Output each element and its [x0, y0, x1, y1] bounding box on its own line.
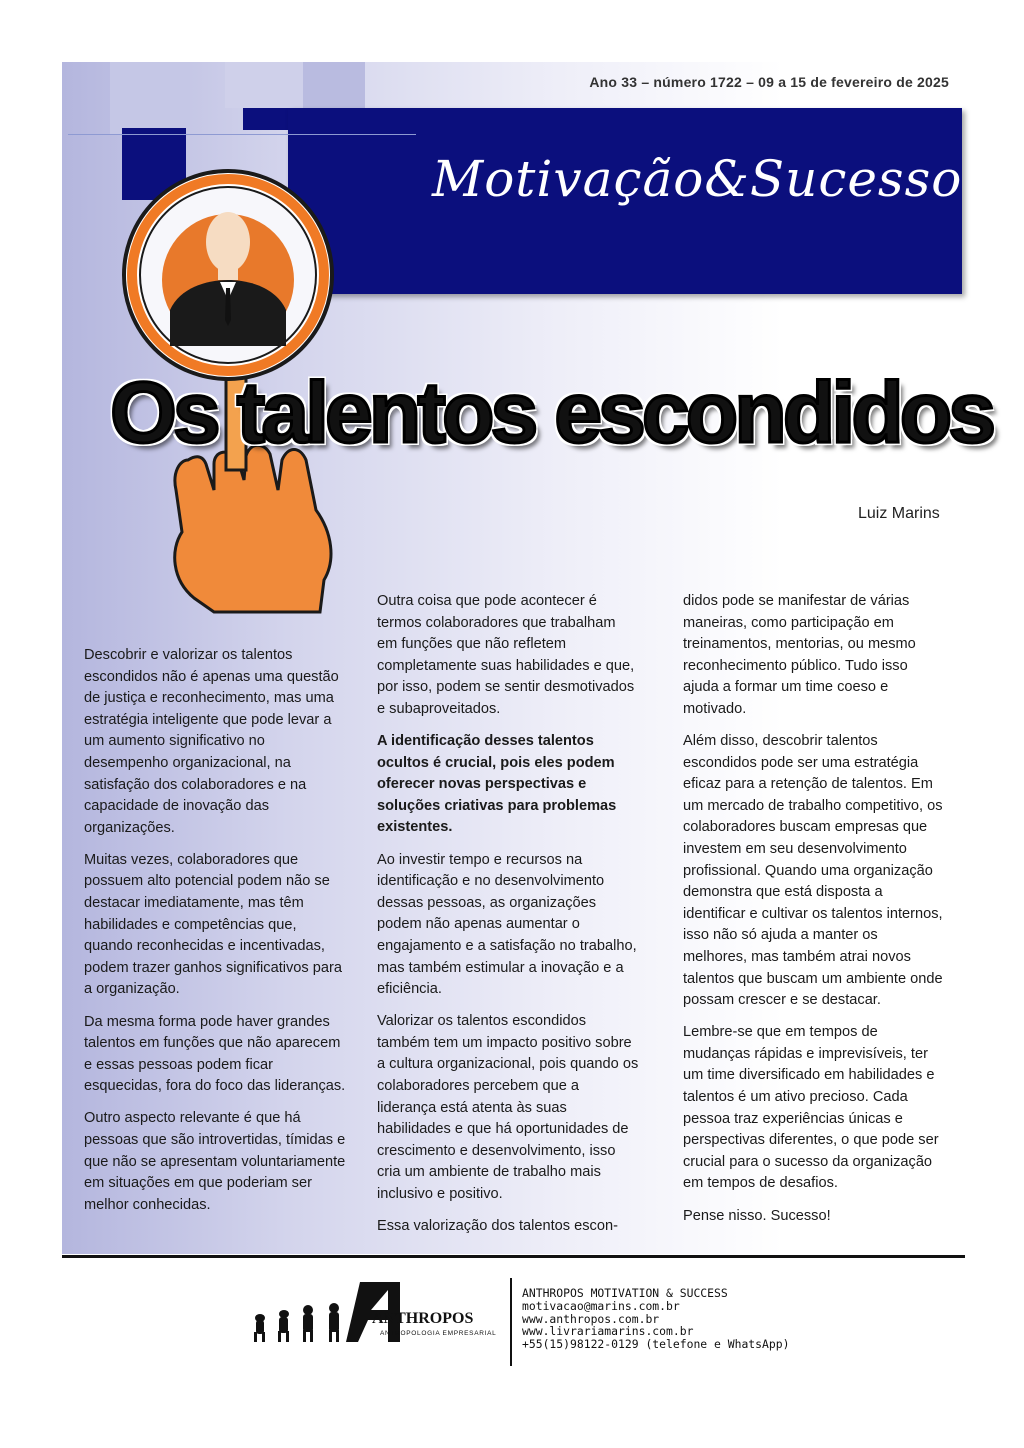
phone-number: +55(15)98122-0129 (telefone e WhatsApp) [522, 1337, 790, 1352]
article-author: Luiz Marins [858, 505, 940, 522]
paragraph: Da mesma forma pode haver grandes talentos em funções que não aparecem e essas pessoas podem ficar esquecidas, fora do foco das lideranças. [84, 1013, 346, 1095]
footer-divider [510, 1278, 512, 1366]
paragraph: Valorizar os talentos escondidos também tem um impacto positivo sobre a cultura organizacional, pois quando os colaboradores percebem que a liderança está atenta às suas habilidades e que há oportunidades de crescimento e desenvolvimento, isso cria um ambiente de trabalho mais inclusivo e positivo. [377, 1013, 639, 1202]
article-title: Os talentos escondidos [110, 365, 993, 461]
paragraph: Essa valorização dos talentos escon- [377, 1218, 618, 1235]
paragraph: Outra coisa que pode acontecer é termos colaboradores que trabalham em funções que não refletem completamente suas habilidades e que, por isso, podem se sentir desmotivados e subaproveitados. [377, 593, 635, 717]
hand-shape [175, 445, 331, 612]
paragraph: Outro aspecto relevante é que há pessoas que são introvertidas, tímidas e que não se apresentam voluntariamente em situações em que poderiam ser melhor conhecidas. [84, 1110, 346, 1213]
logo-subtitle: ANTROPOLOGIA EMPRESARIAL [380, 1330, 497, 1337]
paragraph: Ao investir tempo e recursos na identificação e no desenvolvimento dessas pessoas, as organizações podem não apenas aumentar o engajamento e a satisfação no trabalho, mas também estimular a inovação e a eficiência. [377, 851, 637, 998]
contact-block [522, 1287, 789, 1351]
paragraph: didos pode se manifestar de várias maneiras, como participação em treinamentos, mentorias, ou mesmo reconhecimento público. Tudo isso ajuda a formar um time coeso e motivado. [683, 593, 916, 717]
issue-line: Ano 33 – número 1722 – 09 a 15 de fevereiro de 2025 [589, 74, 949, 90]
paragraph: Muitas vezes, colaboradores que possuem alto potencial podem não se destacar imediatamente, mas têm habilidades e competências que, quando reconhecidas e incentivadas, podem trazer ganhos significativos para a organização. [84, 851, 342, 998]
banner-line [68, 134, 416, 135]
footer-rule [62, 1255, 965, 1258]
person-head [206, 212, 250, 272]
article-column-1 [84, 645, 346, 1227]
article-column-2 [377, 591, 639, 1248]
website-link[interactable]: www.anthropos.com.br [522, 1311, 660, 1326]
brand-script-title: Motivação&Sucesso [432, 150, 963, 208]
paragraph: Além disso, descobrir talentos escondidos pode ser uma estratégia eficaz para a retenção de talentos. Em um mercado de trabalho competitivo, os colaboradores buscam empresas que investem em seu desenvolvimento profissional. Quando uma organização demonstra que está disposta a identificar e cultivar os talentos internos, isso não só ajuda a manter os melhores, mas também atrai novos talentos que buscam um ambiente onde possam crescer e se destacar. [683, 733, 943, 1009]
email-link[interactable]: motivacao@marins.com.br [522, 1298, 680, 1313]
paragraph: Lembre-se que em tempos de mudanças rápidas e imprevisíveis, ter um time diversificado em habilidades e talentos é um ativo precioso. Cada pessoa traz experiências únicas e perspectivas diferentes, o que pode ser crucial para o sucesso da organização em tempos de desafios. [683, 1024, 939, 1192]
article-column-3 [683, 591, 945, 1238]
logo-text: ANTHROPOS [372, 1310, 474, 1327]
paragraph: Descobrir e valorizar os talentos escondidos não é apenas uma questão de justiça e reconhecimento, mas uma estratégia inteligente que pode levar a um aumento significativo no desempenho organizacional, na satisfação dos colaboradores e na capacidade de inovação das organizações. [84, 647, 339, 836]
website-link[interactable]: www.livrariamarins.com.br [522, 1324, 694, 1339]
decor-square [225, 62, 303, 108]
highlight-paragraph: A identificação desses talentos ocultos é crucial, pois eles podem oferecer novas perspectivas e soluções criativas para problemas existentes. [377, 733, 617, 836]
company-name: ANTHROPOS MOTIVATION & SUCCESS [522, 1286, 728, 1300]
paragraph: Pense nisso. Sucesso! [683, 1207, 831, 1224]
decor-square [110, 62, 190, 134]
